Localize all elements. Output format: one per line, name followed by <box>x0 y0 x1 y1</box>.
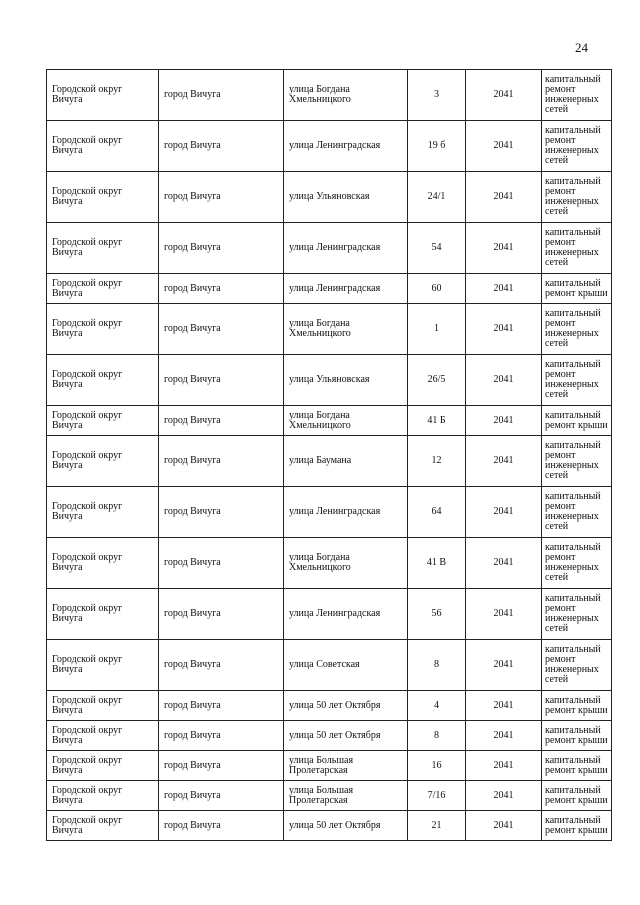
work-type-cell: капитальный ремонт инженерных сетей <box>542 436 612 487</box>
house-number-cell: 56 <box>408 589 466 640</box>
town-cell: город Вичуга <box>159 304 284 355</box>
town-cell: город Вичуга <box>159 781 284 811</box>
district-cell: Городской округ Вичуга <box>47 487 159 538</box>
house-number-cell: 7/16 <box>408 781 466 811</box>
street-cell: улица Советская <box>284 640 408 691</box>
district-cell: Городской округ Вичуга <box>47 121 159 172</box>
district-cell: Городской округ Вичуга <box>47 355 159 406</box>
town-cell: город Вичуга <box>159 70 284 121</box>
table-row <box>47 589 612 640</box>
work-type-cell: капитальный ремонт крыши <box>542 751 612 781</box>
year-cell: 2041 <box>466 436 542 487</box>
house-number-cell: 12 <box>408 436 466 487</box>
town-cell: город Вичуга <box>159 589 284 640</box>
street-cell: улица Богдана Хмельницкого <box>284 70 408 121</box>
district-cell: Городской округ Вичуга <box>47 811 159 841</box>
house-number-cell: 8 <box>408 721 466 751</box>
street-cell: улица Большая Пролетарская <box>284 781 408 811</box>
table-row <box>47 355 612 406</box>
table-row <box>47 487 612 538</box>
house-number-cell: 21 <box>408 811 466 841</box>
district-cell: Городской округ Вичуга <box>47 436 159 487</box>
street-cell: улица Богдана Хмельницкого <box>284 304 408 355</box>
housing-repair-table <box>46 69 612 841</box>
house-number-cell: 41 В <box>408 538 466 589</box>
town-cell: город Вичуга <box>159 274 284 304</box>
street-cell: улица 50 лет Октября <box>284 721 408 751</box>
district-cell: Городской округ Вичуга <box>47 70 159 121</box>
town-cell: город Вичуга <box>159 406 284 436</box>
house-number-cell: 4 <box>408 691 466 721</box>
table-row <box>47 304 612 355</box>
year-cell: 2041 <box>466 274 542 304</box>
district-cell: Городской округ Вичуга <box>47 172 159 223</box>
table-body <box>47 70 612 841</box>
table-row <box>47 436 612 487</box>
district-cell: Городской округ Вичуга <box>47 223 159 274</box>
table-row <box>47 70 612 121</box>
house-number-cell: 3 <box>408 70 466 121</box>
town-cell: город Вичуга <box>159 172 284 223</box>
town-cell: город Вичуга <box>159 487 284 538</box>
table-row <box>47 223 612 274</box>
year-cell: 2041 <box>466 538 542 589</box>
table-row <box>47 691 612 721</box>
street-cell: улица Ленинградская <box>284 589 408 640</box>
town-cell: город Вичуга <box>159 223 284 274</box>
street-cell: улица Богдана Хмельницкого <box>284 406 408 436</box>
work-type-cell: капитальный ремонт инженерных сетей <box>542 487 612 538</box>
street-cell: улица Ульяновская <box>284 172 408 223</box>
street-cell: улица Большая Пролетарская <box>284 751 408 781</box>
town-cell: город Вичуга <box>159 538 284 589</box>
table-row <box>47 721 612 751</box>
town-cell: город Вичуга <box>159 436 284 487</box>
year-cell: 2041 <box>466 355 542 406</box>
street-cell: улица Ленинградская <box>284 274 408 304</box>
table-row <box>47 172 612 223</box>
town-cell: город Вичуга <box>159 721 284 751</box>
work-type-cell: капитальный ремонт инженерных сетей <box>542 223 612 274</box>
town-cell: город Вичуга <box>159 640 284 691</box>
town-cell: город Вичуга <box>159 691 284 721</box>
year-cell: 2041 <box>466 589 542 640</box>
year-cell: 2041 <box>466 121 542 172</box>
year-cell: 2041 <box>466 811 542 841</box>
town-cell: город Вичуга <box>159 355 284 406</box>
street-cell: улица Ленинградская <box>284 121 408 172</box>
work-type-cell: капитальный ремонт крыши <box>542 721 612 751</box>
district-cell: Городской округ Вичуга <box>47 640 159 691</box>
year-cell: 2041 <box>466 781 542 811</box>
work-type-cell: капитальный ремонт инженерных сетей <box>542 589 612 640</box>
table-row <box>47 751 612 781</box>
page-number: 24 <box>575 40 588 55</box>
year-cell: 2041 <box>466 751 542 781</box>
work-type-cell: капитальный ремонт инженерных сетей <box>542 640 612 691</box>
street-cell: улица Ленинградская <box>284 223 408 274</box>
district-cell: Городской округ Вичуга <box>47 721 159 751</box>
work-type-cell: капитальный ремонт крыши <box>542 781 612 811</box>
work-type-cell: капитальный ремонт крыши <box>542 274 612 304</box>
year-cell: 2041 <box>466 223 542 274</box>
work-type-cell: капитальный ремонт крыши <box>542 811 612 841</box>
district-cell: Городской округ Вичуга <box>47 406 159 436</box>
work-type-cell: капитальный ремонт инженерных сетей <box>542 70 612 121</box>
house-number-cell: 16 <box>408 751 466 781</box>
work-type-cell: капитальный ремонт инженерных сетей <box>542 355 612 406</box>
town-cell: город Вичуга <box>159 811 284 841</box>
work-type-cell: капитальный ремонт инженерных сетей <box>542 121 612 172</box>
table-row <box>47 274 612 304</box>
house-number-cell: 8 <box>408 640 466 691</box>
table-row <box>47 640 612 691</box>
street-cell: улица 50 лет Октября <box>284 811 408 841</box>
street-cell: улица Баумана <box>284 436 408 487</box>
town-cell: город Вичуга <box>159 121 284 172</box>
year-cell: 2041 <box>466 721 542 751</box>
year-cell: 2041 <box>466 691 542 721</box>
table-row <box>47 781 612 811</box>
street-cell: улица Ленинградская <box>284 487 408 538</box>
house-number-cell: 24/1 <box>408 172 466 223</box>
work-type-cell: капитальный ремонт крыши <box>542 406 612 436</box>
year-cell: 2041 <box>466 70 542 121</box>
district-cell: Городской округ Вичуга <box>47 781 159 811</box>
work-type-cell: капитальный ремонт инженерных сетей <box>542 304 612 355</box>
street-cell: улица 50 лет Октября <box>284 691 408 721</box>
house-number-cell: 64 <box>408 487 466 538</box>
table-row <box>47 121 612 172</box>
year-cell: 2041 <box>466 406 542 436</box>
year-cell: 2041 <box>466 304 542 355</box>
work-type-cell: капитальный ремонт инженерных сетей <box>542 172 612 223</box>
house-number-cell: 60 <box>408 274 466 304</box>
district-cell: Городской округ Вичуга <box>47 538 159 589</box>
house-number-cell: 41 Б <box>408 406 466 436</box>
table-row <box>47 538 612 589</box>
house-number-cell: 1 <box>408 304 466 355</box>
district-cell: Городской округ Вичуга <box>47 751 159 781</box>
house-number-cell: 54 <box>408 223 466 274</box>
district-cell: Городской округ Вичуга <box>47 304 159 355</box>
table-row <box>47 406 612 436</box>
year-cell: 2041 <box>466 640 542 691</box>
street-cell: улица Богдана Хмельницкого <box>284 538 408 589</box>
house-number-cell: 26/5 <box>408 355 466 406</box>
district-cell: Городской округ Вичуга <box>47 589 159 640</box>
year-cell: 2041 <box>466 487 542 538</box>
work-type-cell: капитальный ремонт крыши <box>542 691 612 721</box>
table-row <box>47 811 612 841</box>
house-number-cell: 19 б <box>408 121 466 172</box>
street-cell: улица Ульяновская <box>284 355 408 406</box>
year-cell: 2041 <box>466 172 542 223</box>
district-cell: Городской округ Вичуга <box>47 274 159 304</box>
town-cell: город Вичуга <box>159 751 284 781</box>
district-cell: Городской округ Вичуга <box>47 691 159 721</box>
work-type-cell: капитальный ремонт инженерных сетей <box>542 538 612 589</box>
